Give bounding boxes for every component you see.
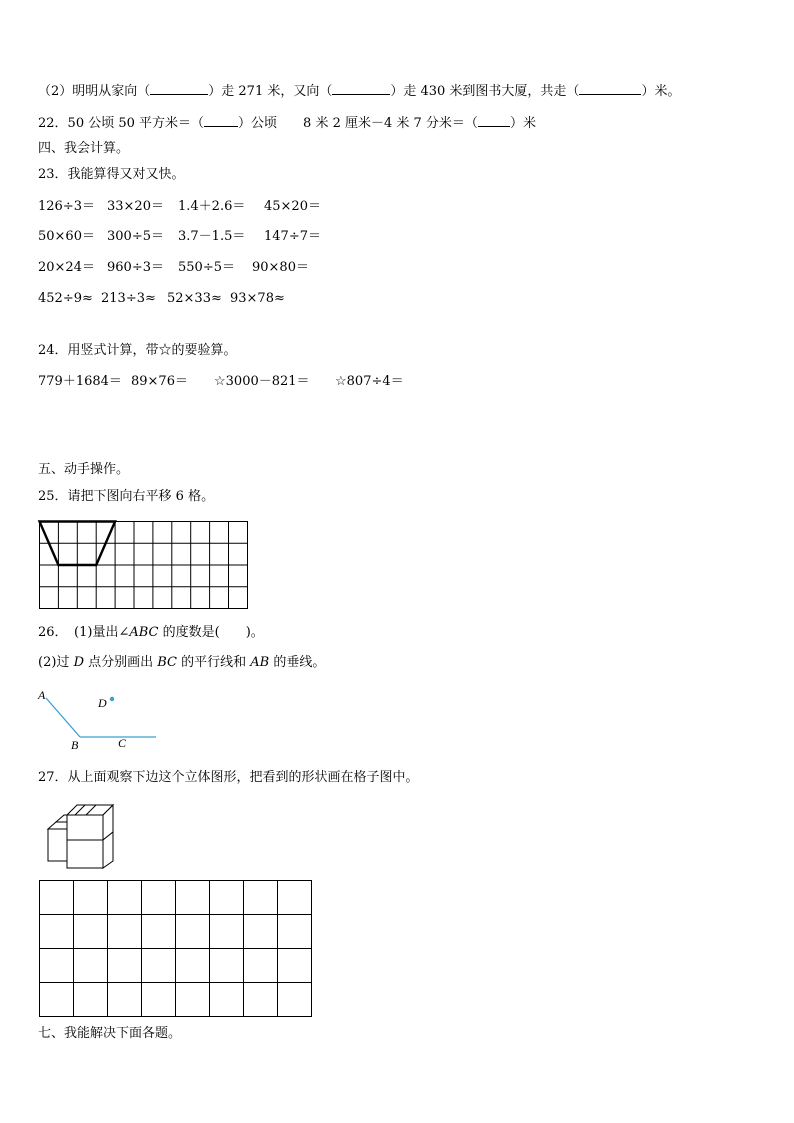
q23-item: 20×24＝ — [38, 260, 95, 275]
q26-line-ab-ref: AB — [250, 655, 270, 670]
label-d: D — [98, 696, 107, 710]
q27-answer-grid[interactable] — [40, 881, 312, 1017]
q23-item: 3.7－1.5＝ — [178, 229, 246, 244]
q26-text-c: (2)过 — [38, 655, 74, 670]
q21-text-d: ）米。 — [641, 84, 681, 99]
q24-item: 779＋1684＝ — [38, 374, 122, 389]
q26-text-f: 的垂线。 — [269, 655, 326, 670]
q25-title: 25．请把下图向右平移 6 格。 — [38, 489, 215, 504]
q24-item: ☆807÷4＝ — [335, 374, 404, 389]
q26-angle-name: ABC — [129, 625, 159, 640]
q23-item: 550÷5＝ — [178, 260, 235, 275]
q23-item: 126÷3＝ — [38, 199, 95, 214]
q24-item: ☆3000－821＝ — [214, 374, 310, 389]
q26-text-d: 点分别画出 — [84, 655, 158, 670]
q23-item: 93×78≈ — [230, 291, 285, 306]
q26-text-a: 26． (1)量出∠ — [38, 625, 130, 640]
label-c: C — [118, 736, 127, 750]
q23-item: 213÷3≈ — [101, 291, 156, 306]
q23-item: 90×80＝ — [252, 260, 309, 275]
q23-item: 960÷3＝ — [107, 260, 164, 275]
cube-solid-drawing — [48, 805, 113, 868]
q24-item: 89×76＝ — [131, 374, 188, 389]
q22-text-c: 8 米 2 厘米－4 米 7 分米＝（ — [303, 116, 478, 131]
q22-text-a: 22．50 公顷 50 平方米＝（ — [38, 116, 205, 131]
q24-title: 24．用竖式计算，带☆的要验算。 — [38, 343, 237, 358]
q21-text-a: （2）明明从家向（ — [38, 84, 151, 99]
q23-item: 1.4＋2.6＝ — [178, 199, 246, 214]
q21-text-b: ）走 271 米，又向（ — [208, 84, 333, 99]
label-a: A — [38, 688, 46, 702]
section4-title: 四、我会计算。 — [38, 141, 130, 156]
q23-item: 45×20＝ — [264, 199, 321, 214]
label-b: B — [71, 738, 79, 752]
section7-title: 七、我能解决下面各题。 — [38, 1026, 182, 1041]
q22-text-d: ）米 — [509, 116, 536, 131]
q23-item: 300÷5＝ — [107, 229, 164, 244]
q26-text-e: 的平行线和 — [177, 655, 251, 670]
q26-point-d-ref: D — [73, 655, 84, 670]
q22-text-b: ）公顷 — [238, 116, 278, 131]
q23-title: 23．我能算得又对又快。 — [38, 167, 185, 182]
q23-item: 52×33≈ — [167, 291, 222, 306]
q27-title: 27．从上面观察下边这个立体图形，把看到的形状画在格子图中。 — [38, 770, 419, 785]
q23-item: 452÷9≈ — [38, 291, 93, 306]
q26-text-b: 的度数是( )。 — [158, 625, 264, 640]
q21-text-c: ）走 430 米到图书大厦，共走（ — [390, 84, 580, 99]
q23-item: 147÷7＝ — [264, 229, 321, 244]
q26-line-bc-ref: BC — [157, 655, 178, 670]
q23-item: 50×60＝ — [38, 229, 95, 244]
section5-title: 五、动手操作。 — [38, 462, 130, 477]
q23-item: 33×20＝ — [107, 199, 164, 214]
